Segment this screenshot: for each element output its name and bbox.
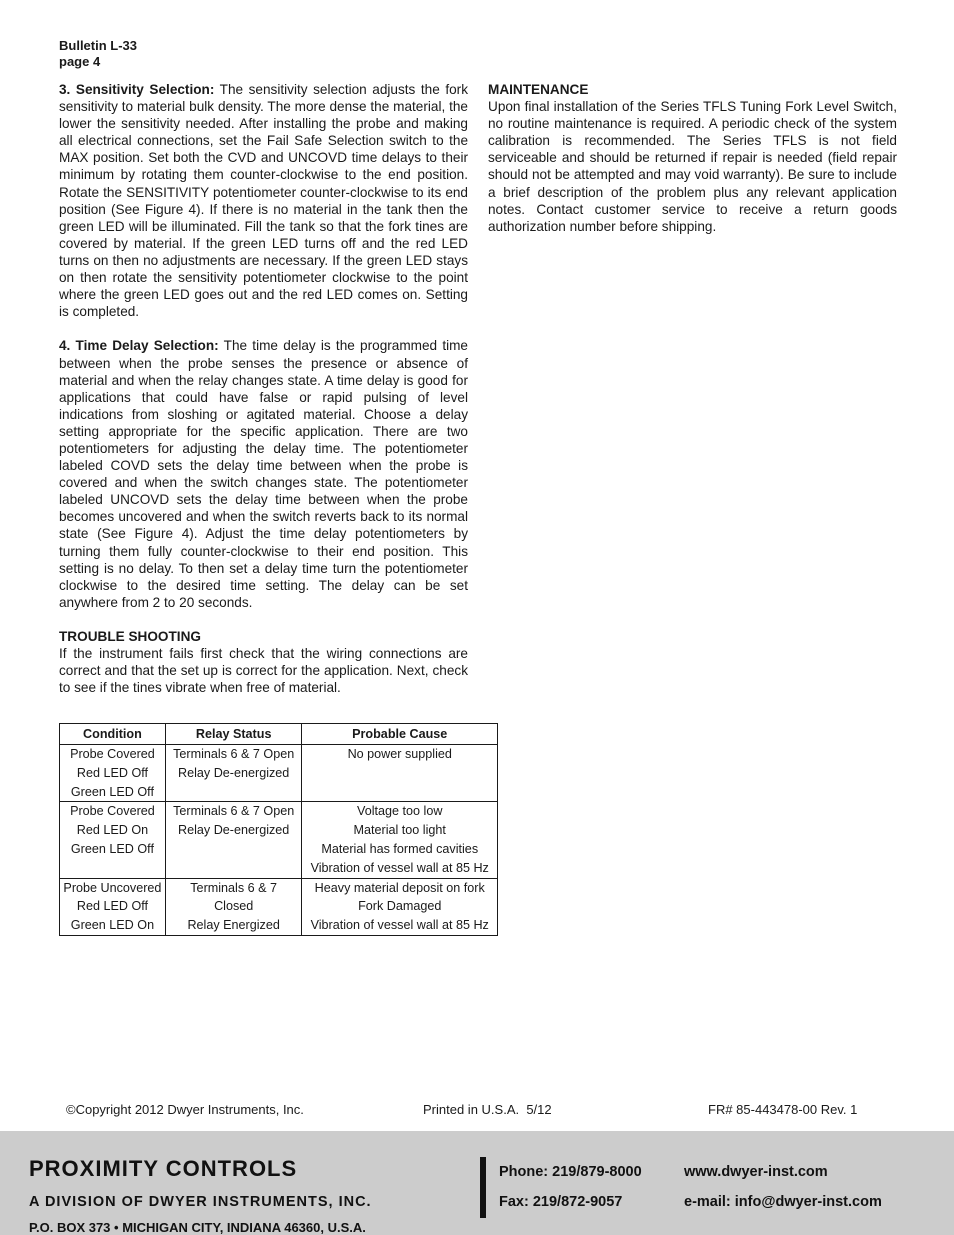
cause-line: Material too light bbox=[353, 823, 446, 838]
condition-line: Green LED On bbox=[70, 918, 155, 933]
cause-line: Material has formed cavities bbox=[321, 841, 479, 856]
header-condition: Condition bbox=[60, 724, 166, 745]
condition-line: Probe Covered bbox=[70, 747, 155, 761]
fax-number: Fax: 219/872-9057 bbox=[499, 1194, 623, 1210]
relay-line: Relay De-energized bbox=[178, 823, 290, 838]
cause-line: Vibration of vessel wall at 85 Hz bbox=[310, 918, 489, 933]
condition-line: Red LED On bbox=[76, 823, 149, 838]
trouble-shooting-table bbox=[59, 723, 498, 936]
form-number: FR# 85-443478-00 Rev. 1 bbox=[708, 1102, 858, 1117]
relay-line: Relay De-energized bbox=[178, 765, 290, 780]
right-column bbox=[488, 81, 897, 235]
bulletin-number: Bulletin L-33 bbox=[59, 38, 138, 53]
header-probable-cause: Probable Cause bbox=[302, 724, 498, 745]
condition-line: Red LED Off bbox=[76, 765, 149, 780]
time-delay-heading: 4. Time Delay Selection: bbox=[59, 338, 219, 354]
relay-line: Relay Energized bbox=[187, 918, 280, 933]
maintenance-section bbox=[488, 81, 897, 235]
page-number: page 4 bbox=[59, 54, 101, 69]
header-relay-status: Relay Status bbox=[165, 724, 302, 745]
relay-status-cell bbox=[165, 802, 302, 878]
cause-line: Fork Damaged bbox=[358, 899, 442, 914]
probable-cause-cell bbox=[302, 802, 498, 878]
cause-line: Vibration of vessel wall at 85 Hz bbox=[310, 860, 489, 875]
trouble-shooting-section bbox=[59, 628, 468, 696]
relay-line: Terminals 6 & 7 Open bbox=[173, 747, 295, 761]
trouble-shooting-heading: TROUBLE SHOOTING bbox=[59, 629, 201, 644]
relay-status-cell bbox=[165, 745, 302, 802]
cause-line: Heavy material deposit on fork bbox=[314, 880, 485, 895]
copyright-notice: ©Copyright 2012 Dwyer Instruments, Inc. bbox=[66, 1102, 304, 1117]
sensitivity-heading: 3. Sensitivity Selection: bbox=[59, 82, 215, 97]
probable-cause-cell bbox=[302, 878, 498, 935]
table-header-row bbox=[60, 724, 498, 745]
time-delay-section bbox=[59, 337, 468, 611]
condition-line: Probe Uncovered bbox=[63, 880, 162, 895]
condition-line: Probe Covered bbox=[70, 804, 155, 819]
company-address: P.O. BOX 373 • MICHIGAN CITY, INDIANA 46360, U.S.A. bbox=[29, 1220, 366, 1235]
condition-cell bbox=[60, 802, 166, 878]
maintenance-heading: MAINTENANCE bbox=[488, 82, 589, 97]
relay-status-cell bbox=[165, 878, 302, 935]
condition-line: Red LED Off bbox=[76, 899, 149, 914]
cause-line: Voltage too low bbox=[357, 804, 443, 819]
condition-cell bbox=[60, 745, 166, 802]
company-division: A DIVISION OF DWYER INSTRUMENTS, INC. bbox=[29, 1194, 372, 1210]
sensitivity-section bbox=[59, 81, 468, 320]
company-name: PROXIMITY CONTROLS bbox=[29, 1156, 298, 1181]
probable-cause-cell bbox=[302, 745, 498, 802]
table-row bbox=[60, 745, 498, 802]
relay-line: Terminals 6 & 7 bbox=[190, 880, 278, 895]
table-row bbox=[60, 878, 498, 935]
maintenance-body: Upon final installation of the Series TFLS Tuning Fork Level Switch, no routine maintenance is required. A periodic check of the system calibration is recommended. The Series TFLS is not field serviceable and should be returned if repair is needed (field repair should not be attempted and may void warranty). Be sure to include a brief description of the problem plus any relevant application notes. Contact customer service to receive a return goods authorization number before shipping. bbox=[488, 99, 897, 234]
bulletin-header bbox=[59, 38, 137, 70]
condition-line: Green LED Off bbox=[70, 784, 154, 799]
condition-cell bbox=[60, 878, 166, 935]
relay-line: Closed bbox=[214, 899, 254, 914]
website-link[interactable]: www.dwyer-inst.com bbox=[684, 1164, 828, 1180]
table-row bbox=[60, 802, 498, 878]
relay-line: Terminals 6 & 7 Open bbox=[173, 804, 295, 819]
email-link[interactable]: e-mail: info@dwyer-inst.com bbox=[684, 1194, 882, 1210]
condition-line: Green LED Off bbox=[70, 841, 154, 856]
footer-divider bbox=[480, 1157, 486, 1218]
sensitivity-body: The sensitivity selection adjusts the fork sensitivity to material bulk density. The more dense the material, the lower the sensitivity needed. After installing the probe and making all electrical connections, set the Fail Safe Selection switch to the MAX position. Set both the CVD and UNCOVD time delays to their minimum by rotating them counter-clockwise to the end position. Rotate the SENSITIVITY potentiometer counter-clockwise to its end position (See Figure 4). If there is no material in the tank then the green LED will be illuminated. Fill the tank so that the fork tines are covered by material. If the green LED turns off and the red LED turns on then no adjustments are necessary. If the green LED stays on then rotate the sensitivity potentiometer clockwise to the point where the green LED goes out and the red LED comes on. Setting is completed. bbox=[59, 82, 468, 320]
phone-number: Phone: 219/879-8000 bbox=[499, 1164, 642, 1180]
left-column bbox=[59, 81, 468, 696]
cause-line: No power supplied bbox=[347, 747, 452, 761]
printed-notice: Printed in U.S.A. 5/12 bbox=[423, 1102, 552, 1117]
time-delay-body: The time delay is the programmed time between when the probe senses the presence or absence of material and when the relay changes state. A time delay is good for applications that could have false or rapid pulsing of level indications from sloshing or agitated material. Choose a delay setting appropriate for the specific application. There are two potentiometers for adjusting the delay time. The potentiometer labeled COVD sets the delay time between when the probe is covered and when the switch changes state. The potentiometer labeled UNCOVD sets the delay time between when the probe becomes uncovered and when the switch reverts back to its normal state (See Figure 4). Adjust the time delay potentiometers by turning them fully counter-clockwise to their end position. This setting is no delay. To then set a delay time turn the potentiometer clockwise to the desired time setting. The delay can be set anywhere from 2 to 20 seconds. bbox=[59, 338, 468, 610]
trouble-shooting-body: If the instrument fails first check that the wiring connections are correct and that the set up is correct for the application. Next, check to see if the tines vibrate when free of material. bbox=[59, 646, 468, 696]
